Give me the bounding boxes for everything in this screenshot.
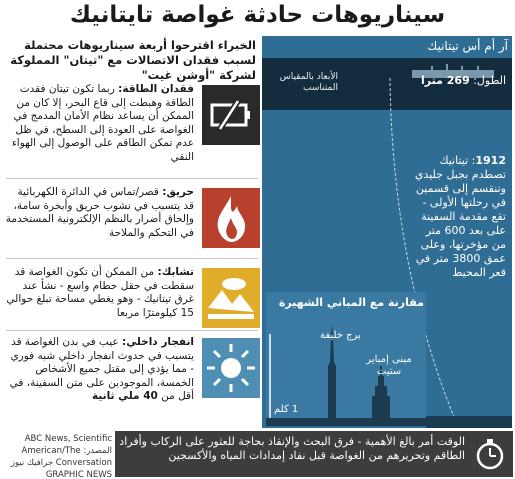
- length-value: 269 مترا: [420, 74, 470, 87]
- scenario-power-loss: [4, 83, 260, 165]
- length-info: [421, 74, 506, 87]
- scenario-body: من الممكن أن تكون الغواصة قد سقطت في حقل حطام واسع - نشأ عند غرق تيتانيك - وهو يغطي مساحة تبلغ حوالي 15 كيلومترًا مربعا: [6, 266, 194, 319]
- urgency-text: الوقت أمر بالغ الأهمية - فرق البحث والإنقاذ بحاجة للعثور على الركاب وأفراد الطاقم وتحريرهم من الغواصة قبل نفاد إمدادات المياه والأكسجين: [119, 435, 465, 462]
- subtitle: الخبراء اقترحوا أربعة سيناريوهات محتملة لسبب فقدان الاتصالات مع "تيتان" المملوكة لشركة "أوشن غيت": [10, 38, 256, 82]
- empire-state-label: مبنى إمباير ستيت: [366, 354, 412, 377]
- divider: [6, 258, 258, 259]
- page-title: سيناريوهات حادثة غواصة تايتانيك: [69, 2, 446, 28]
- implosion-duration: 40 ملي ثانية: [91, 390, 158, 402]
- scenario-body: عيب في بدن الغواصة قد يتسبب في حدوث انفجار داخلي شبه فوري - مما يؤدي إلى مقتل جميع الأشخاص الخمسة، الموجودين على متن السفينة، في أقل من: [9, 336, 194, 402]
- scenario-heading: تشابك:: [157, 266, 194, 278]
- sinking-story: [410, 154, 506, 280]
- entanglement-icon: [202, 268, 260, 328]
- implosion-icon: [202, 338, 260, 398]
- battery-empty-icon: [202, 85, 260, 145]
- panel-header: آر أم أس تيتانيك: [427, 39, 508, 53]
- scenario-heading: فقدان الطاقة:: [118, 83, 194, 95]
- seabed: [426, 416, 512, 428]
- divider: [6, 330, 258, 331]
- length-label: الطول:: [473, 74, 506, 87]
- fire-icon: [202, 188, 260, 248]
- scale-note: الأبعاد بالمقياس المتناسب: [279, 72, 338, 93]
- sources-credit: ABC News, Scientific المصدر: American/The Conversation جرافيك نيوز GRAPHIC NEWS: [10, 434, 112, 479]
- scenario-implosion: [4, 336, 260, 418]
- scenario-body: قصر/تماس في الدائرة الكهربائية قد يتسبب في نشوب حريق وأبخرة سامة، وإلحاق أضرار بالنظم الإلكترونية المستخدمة في التحكم والملاحة: [5, 186, 194, 239]
- stopwatch-icon: [473, 437, 507, 471]
- scenario-heading: انفجار داخلي:: [122, 336, 194, 348]
- scenario-body: ربما تكون تيتان فقدت الطاقة وهبطت إلى قاع البحر، إلا كان من الممكن أن يساعد نظام الأمان المدمج في الغواصة على العودة إلى السطح، في ظل عدم تمكن الطاقم على الوصول إلى الهواء النقي: [11, 83, 194, 163]
- scenario-heading: حريق:: [162, 186, 194, 198]
- scale-bar-label: 1 كلم: [274, 404, 299, 415]
- depth-comparison-panel: [262, 36, 512, 428]
- sinking-year: 1912: [475, 154, 506, 167]
- comparison-title: مقارنة مع المباني الشهيرة: [278, 296, 424, 309]
- comparison-ground: [266, 418, 426, 426]
- divider: [6, 178, 258, 179]
- urgency-bar: [115, 431, 513, 477]
- burj-khalifa-label: برج خليفة: [320, 330, 361, 341]
- scenario-fire: [4, 186, 260, 268]
- sinking-text: : تيتانيك تصطدم بجبل جليدي وتنقسم إلى قسمين في رحلتها الأولى - تقع مقدمة السفينة على بعد 600 متر من مؤخرتها، وعلى عمق 3800 متر في قعر المحيط: [414, 154, 506, 279]
